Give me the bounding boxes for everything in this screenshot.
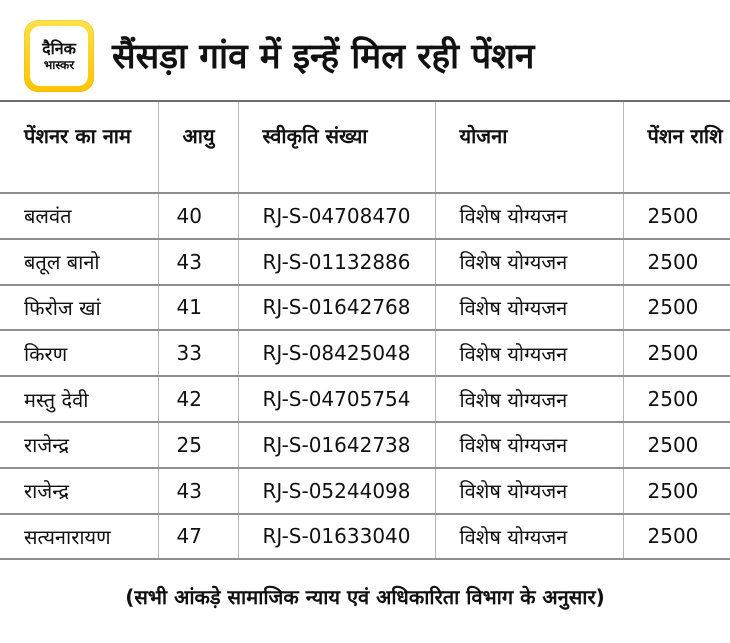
logo-line-1: दैनिक <box>42 39 76 58</box>
cell-name: बलवंत <box>0 193 158 239</box>
cell-sanction-number: RJ-S-01633040 <box>238 514 435 560</box>
cell-scheme: विशेष योग्यजन <box>435 376 623 422</box>
cell-amount: 2500 <box>623 285 730 331</box>
cell-age: 40 <box>158 193 238 239</box>
cell-name: राजेन्द्र <box>0 422 158 468</box>
cell-scheme: विशेष योग्यजन <box>435 239 623 285</box>
cell-name: राजेन्द्र <box>0 468 158 514</box>
cell-scheme: विशेष योग्यजन <box>435 468 623 514</box>
cell-scheme: विशेष योग्यजन <box>435 193 623 239</box>
table-row <box>0 422 730 468</box>
pension-table-container <box>0 100 730 558</box>
cell-sanction-number: RJ-S-04705754 <box>238 376 435 422</box>
table-row <box>0 285 730 331</box>
cell-age: 43 <box>158 468 238 514</box>
source-note: (सभी आंकड़े सामाजिक न्याय एवं अधिकारिता विभाग के अनुसार) <box>125 584 605 609</box>
table-row <box>0 239 730 285</box>
pension-table <box>0 100 730 560</box>
cell-sanction-number: RJ-S-01642738 <box>238 422 435 468</box>
cell-age: 42 <box>158 376 238 422</box>
table-body <box>0 193 730 559</box>
cell-scheme: विशेष योग्यजन <box>435 330 623 376</box>
table-row <box>0 514 730 560</box>
cell-name: मस्तु देवी <box>0 376 158 422</box>
cell-sanction-number: RJ-S-04708470 <box>238 193 435 239</box>
logo-inner <box>30 26 88 86</box>
cell-age: 41 <box>158 285 238 331</box>
cell-age: 47 <box>158 514 238 560</box>
table-row <box>0 468 730 514</box>
cell-age: 25 <box>158 422 238 468</box>
cell-scheme: विशेष योग्यजन <box>435 422 623 468</box>
cell-amount: 2500 <box>623 468 730 514</box>
cell-amount: 2500 <box>623 514 730 560</box>
dainik-bhaskar-logo <box>24 20 94 92</box>
cell-name: सत्यनारायण <box>0 514 158 560</box>
cell-amount: 2500 <box>623 376 730 422</box>
cell-age: 43 <box>158 239 238 285</box>
cell-sanction-number: RJ-S-05244098 <box>238 468 435 514</box>
cell-amount: 2500 <box>623 193 730 239</box>
cell-sanction-number: RJ-S-08425048 <box>238 330 435 376</box>
cell-sanction-number: RJ-S-01132886 <box>238 239 435 285</box>
cell-scheme: विशेष योग्यजन <box>435 285 623 331</box>
table-header-row <box>0 101 730 193</box>
header-sanction-number: स्वीकृति संख्या <box>238 101 435 193</box>
cell-amount: 2500 <box>623 422 730 468</box>
logo-line-2: भास्कर <box>43 58 75 72</box>
cell-age: 33 <box>158 330 238 376</box>
table-row <box>0 193 730 239</box>
header-age: आयु <box>158 101 238 193</box>
header-pension-amount: पेंशन राशि <box>623 101 730 193</box>
header-pensioner-name: पेंशनर का नाम <box>0 101 158 193</box>
table-header <box>0 101 730 193</box>
cell-name: फिरोज खां <box>0 285 158 331</box>
cell-amount: 2500 <box>623 239 730 285</box>
table-row <box>0 376 730 422</box>
table-row <box>0 330 730 376</box>
cell-sanction-number: RJ-S-01642768 <box>238 285 435 331</box>
page-title: सैंसड़ा गांव में इन्हें मिल रही पेंशन <box>112 36 535 77</box>
cell-name: बतूल बानो <box>0 239 158 285</box>
header-scheme: योजना <box>435 101 623 193</box>
cell-amount: 2500 <box>623 330 730 376</box>
cell-name: किरण <box>0 330 158 376</box>
cell-scheme: विशेष योग्यजन <box>435 514 623 560</box>
